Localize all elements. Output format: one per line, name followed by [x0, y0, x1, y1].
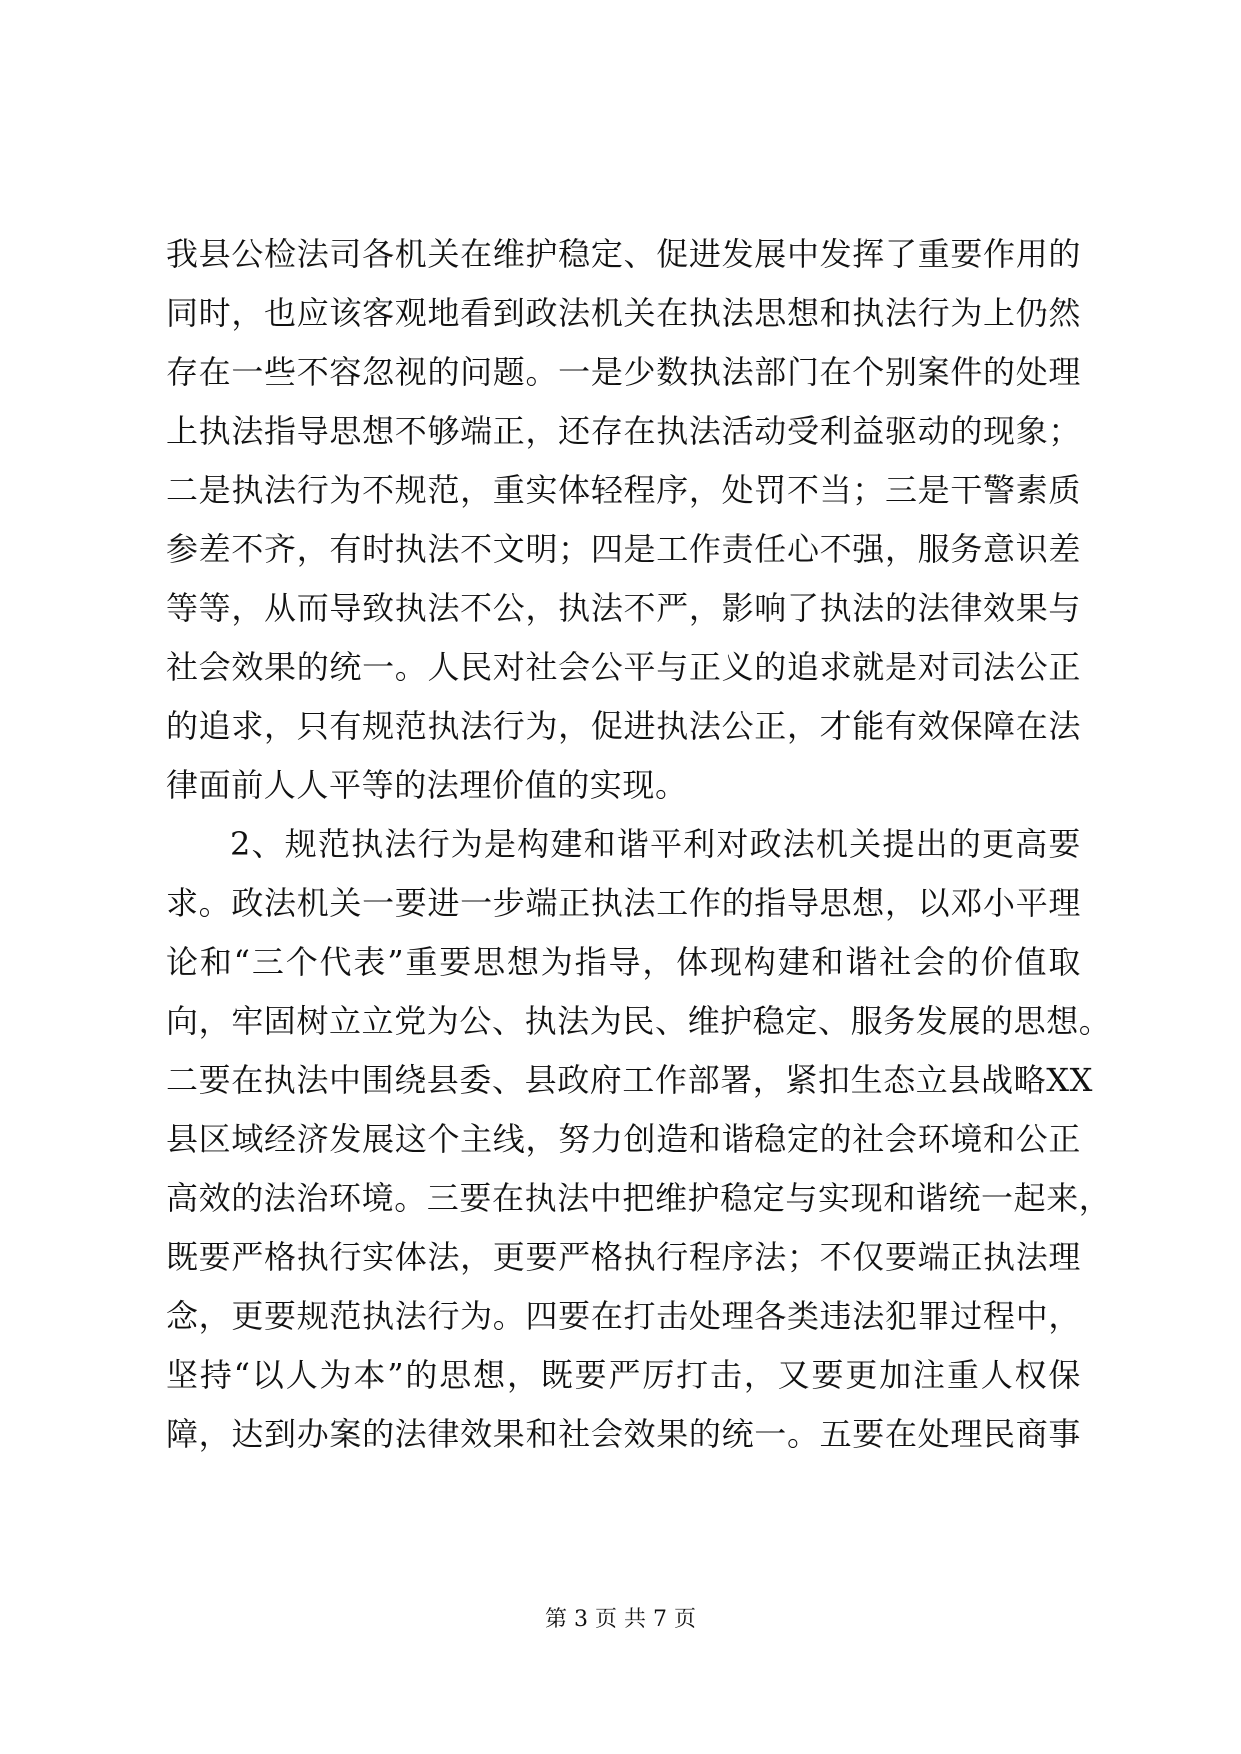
paragraph-line: 既要严格执行实体法，更要严格执行程序法；不仅要端正执法理 [166, 1238, 1081, 1276]
paragraph-line: 二是执法行为不规范，重实体轻程序，处罚不当；三是干警素质 [166, 471, 1081, 509]
paragraph-line: 二要在执法中围绕县委、县政府工作部署，紧扣生态立县战略XX [166, 1061, 1093, 1099]
paragraph-line: 论和“三个代表”重要思想为指导，体现构建和谐社会的价值取 [166, 943, 1081, 981]
paragraph-line: 向，牢固树立立党为公、执法为民、维护稳定、服务发展的思想。 [166, 1002, 1112, 1040]
paragraph-line: 念，更要规范执法行为。四要在打击处理各类违法犯罪过程中， [166, 1297, 1081, 1335]
paragraph-line: 等等，从而导致执法不公，执法不严，影响了执法的法律效果与 [166, 589, 1081, 627]
paragraph-1 [166, 225, 1081, 815]
paragraph-line: 我县公检法司各机关在维护稳定、促进发展中发挥了重要作用的 [166, 235, 1081, 273]
paragraph-line: 上执法指导思想不够端正，还存在执法活动受利益驱动的现象； [166, 412, 1081, 450]
paragraph-line: 求。政法机关一要进一步端正执法工作的指导思想，以邓小平理 [166, 884, 1081, 922]
paragraph-line: 县区域经济发展这个主线，努力创造和谐稳定的社会环境和公正 [166, 1120, 1081, 1158]
paragraph-line: 坚持“以人为本”的思想，既要严厉打击，又要更加注重人权保 [166, 1356, 1081, 1394]
paragraph-line: 同时，也应该客观地看到政法机关在执法思想和执法行为上仍然 [166, 294, 1081, 332]
paragraph-line: 存在一些不容忽视的问题。一是少数执法部门在个别案件的处理 [166, 353, 1081, 391]
paragraph-line: 律面前人人平等的法理价值的实现。 [166, 766, 688, 804]
body-text [166, 225, 1112, 1464]
paragraph-line: 社会效果的统一。人民对社会公平与正义的追求就是对司法公正 [166, 648, 1081, 686]
paragraph-line: 障，达到办案的法律效果和社会效果的统一。五要在处理民商事 [166, 1415, 1081, 1453]
paragraph-line: 高效的法治环境。三要在执法中把维护稳定与实现和谐统一起来， [166, 1179, 1112, 1217]
paragraph-line: 的追求，只有规范执法行为，促进执法公正，才能有效保障在法 [166, 707, 1081, 745]
paragraph-2 [166, 815, 1112, 1464]
paragraph-line: 参差不齐，有时执法不文明；四是工作责任心不强，服务意识差 [166, 530, 1081, 568]
paragraph-line: 2、规范执法行为是构建和谐平利对政法机关提出的更高要 [230, 825, 1081, 863]
page-number-footer: 第 3 页 共 7 页 [545, 1607, 696, 1632]
